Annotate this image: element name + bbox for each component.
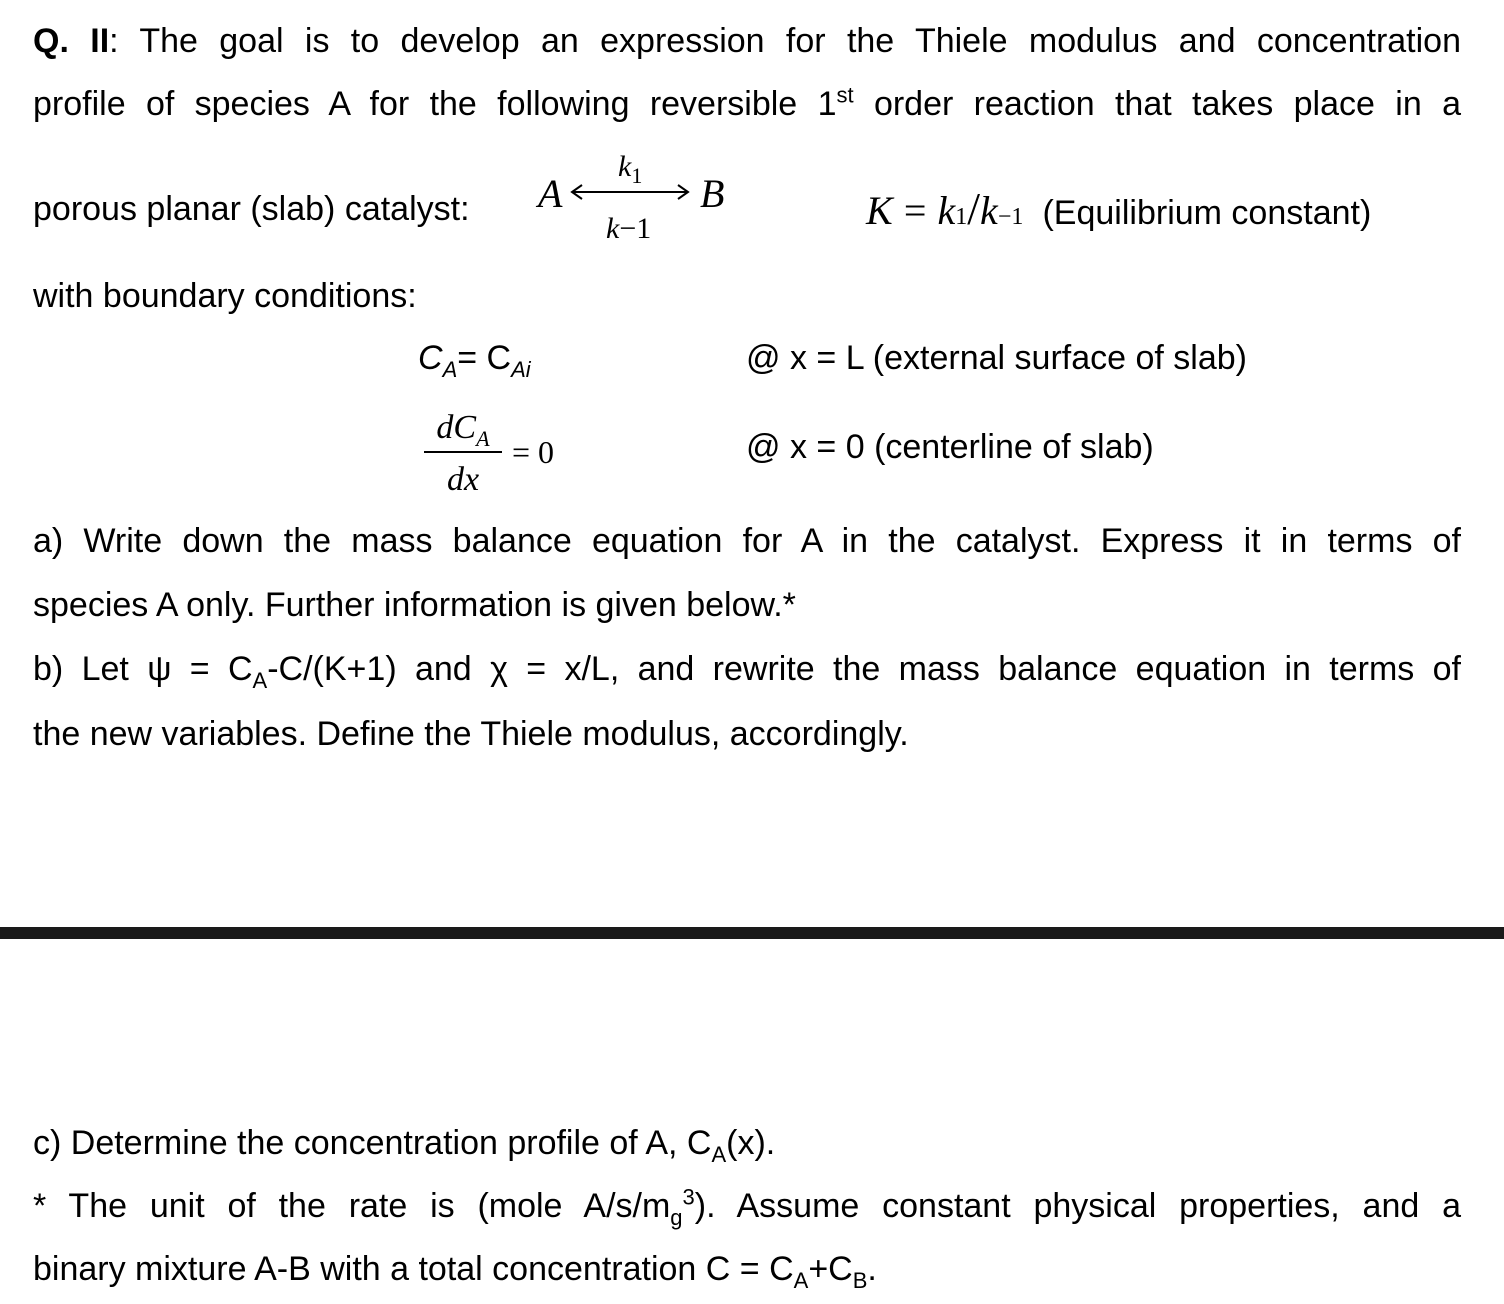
question-intro-text-1: : The goal is to develop an expression for the Thiele modulus and concentration: [109, 22, 1461, 60]
reversible-arrow-icon: [568, 181, 692, 203]
question-intro-line-1: [33, 21, 1461, 61]
footnote-line-2: binary mixture A-B with a total concentration $C = C_A+C_B$.: [33, 1250, 877, 1293]
part-c-line: c) Determine the concentration profile of A, $C_A(x)$.: [33, 1124, 776, 1167]
part-a-line-2: species A only. Further information is given below.*: [33, 586, 796, 624]
reverse-rate-label: k−1: [606, 212, 652, 245]
equilibrium-k1: k1: [937, 188, 968, 233]
bc2-rhs: = 0: [512, 434, 555, 470]
ordinal-suffix: st: [836, 82, 854, 108]
boundary-heading: with boundary conditions:: [33, 277, 417, 315]
question-intro-line-2: [33, 84, 1461, 124]
equilibrium-km1: k−1: [980, 188, 1024, 233]
question-intro-line-3: porous planar (slab) catalyst:: [33, 190, 470, 228]
equilibrium-constant-expression: [866, 184, 1371, 242]
equilibrium-description: (Equilibrium constant): [1042, 194, 1372, 232]
section-divider: [0, 927, 1504, 939]
question-intro-text-2a: profile of species A for the following reversible 1: [33, 85, 837, 123]
part-b-line-1: b) Let $\psi = C_A-C/(K+1)$ and χ = x/L, and rewrite the mass balance equation in terms of: [33, 650, 1461, 693]
bc2-denominator: dx: [446, 461, 480, 498]
bc2-fraction-bar: [424, 451, 502, 453]
bc2-numerator: $dC_A$: [436, 409, 490, 451]
reactant-label: A: [538, 171, 563, 216]
bc1-condition: @ x = L (external surface of slab): [746, 339, 1247, 377]
bc2-condition: @ x = 0 (centerline of slab): [746, 428, 1154, 466]
forward-rate-label: $k_1$: [618, 150, 643, 188]
question-label: Q. II: [33, 22, 110, 60]
equilibrium-equals: =: [903, 188, 927, 233]
equilibrium-K: K: [866, 188, 893, 233]
question-intro-text-2b: order reaction that takes place in a: [853, 85, 1461, 123]
product-label: B: [700, 171, 725, 216]
footnote-line-1: * The unit of the rate is (mole $A/s/m_g^3$). Assume constant physical properties, and a: [33, 1184, 1461, 1230]
equilibrium-slash: /: [967, 183, 981, 234]
bc1-equation: $C_A= C_{Ai}$: [418, 339, 531, 382]
part-b-line-2: the new variables. Define the Thiele modulus, accordingly.: [33, 715, 909, 753]
part-a-line-1: a) Write down the mass balance equation for A in the catalyst. Express it in terms of: [33, 522, 1461, 560]
